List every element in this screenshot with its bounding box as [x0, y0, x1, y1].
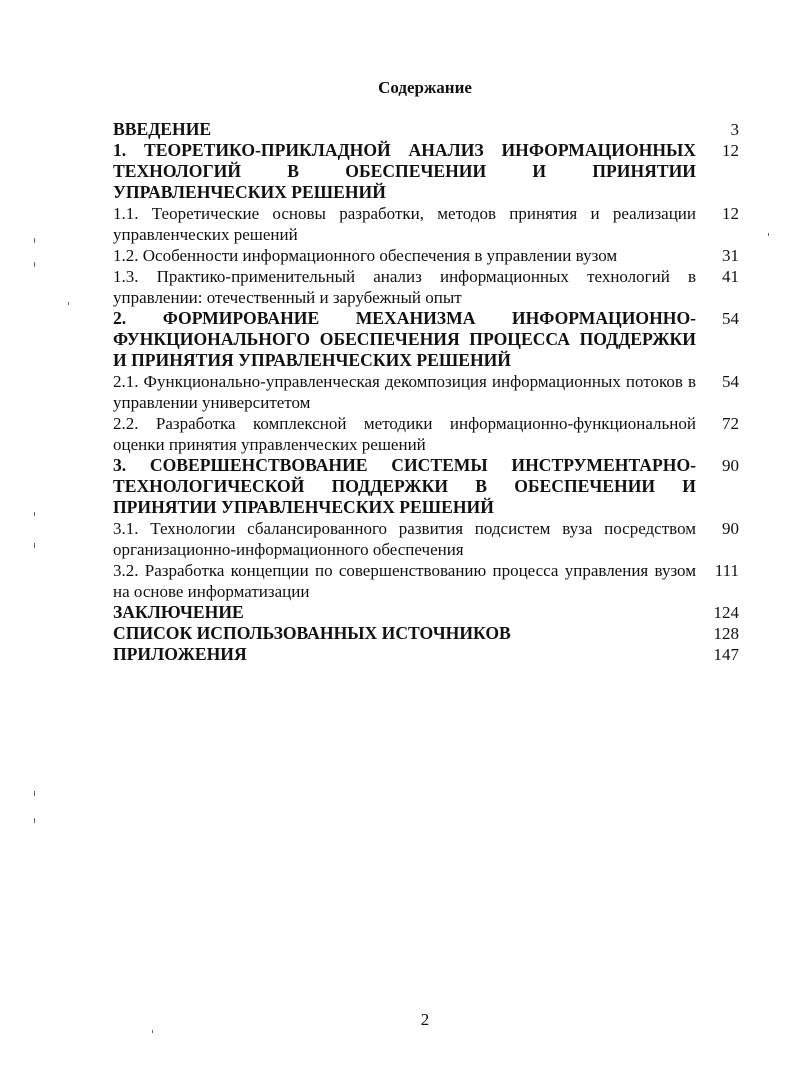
- toc-entry-section-1-2[interactable]: [113, 245, 739, 266]
- toc-entry-section-3-2[interactable]: [113, 560, 739, 602]
- toc-entry-references[interactable]: [113, 623, 739, 644]
- toc-entry-page: 54: [722, 309, 739, 328]
- toc-entry-text: 2.2. Разработка комплексной методики информационно-функциональной оценки принятия управленческих решений: [113, 414, 696, 454]
- toc-entry-introduction[interactable]: [113, 119, 739, 140]
- toc-entry-page: 147: [713, 645, 739, 664]
- toc-entry-page: 41: [722, 267, 739, 286]
- toc-entry-text: СПИСОК ИСПОЛЬЗОВАННЫХ ИСТОЧНИКОВ: [113, 623, 511, 643]
- toc-entry-page: 90: [722, 456, 739, 475]
- scan-speck: [34, 791, 35, 796]
- scan-speck: [68, 302, 69, 305]
- toc-entry-text: 2.1. Функционально-управленческая декомпозиция информационных потоков в управлении университетом: [113, 372, 696, 412]
- toc-entry-page: 12: [722, 141, 739, 160]
- scan-speck: [34, 512, 35, 516]
- page-title: Содержание: [378, 78, 472, 97]
- table-of-contents: [113, 119, 739, 665]
- toc-entry-text: 1.2. Особенности информационного обеспечения в управлении вузом: [113, 246, 618, 265]
- toc-entry-chapter-2[interactable]: [113, 308, 739, 371]
- toc-entry-page: 124: [713, 603, 739, 622]
- scan-speck: [768, 233, 769, 236]
- scan-speck: [34, 543, 35, 548]
- toc-entry-page: 72: [722, 414, 739, 433]
- toc-entry-section-1-1[interactable]: [113, 203, 739, 245]
- toc-entry-appendices[interactable]: [113, 644, 739, 665]
- scan-speck: [34, 238, 35, 243]
- toc-entry-text: 1. ТЕОРЕТИКО-ПРИКЛАДНОЙ АНАЛИЗ ИНФОРМАЦИОННЫХ ТЕХНОЛОГИЙ В ОБЕСПЕЧЕНИИ И ПРИНЯТИИ УПРАВЛЕНЧЕСКИХ РЕШЕНИЙ: [113, 140, 696, 202]
- toc-entry-text: 1.3. Практико-применительный анализ информационных технологий в управлении: отечественный и зарубежный опыт: [113, 267, 696, 307]
- toc-entry-text: 2. ФОРМИРОВАНИЕ МЕХАНИЗМА ИНФОРМАЦИОННО-ФУНКЦИОНАЛЬНОГО ОБЕСПЕЧЕНИЯ ПРОЦЕССА ПОДДЕРЖКИ И ПРИНЯТИЯ УПРАВЛЕНЧЕСКИХ РЕШЕНИЙ: [113, 308, 696, 370]
- toc-entry-page: 128: [713, 624, 739, 643]
- toc-entry-page: 111: [714, 561, 739, 580]
- toc-entry-page: 12: [722, 204, 739, 223]
- toc-entry-text: 3.2. Разработка концепции по совершенствованию процесса управления вузом на основе информатизации: [113, 561, 696, 601]
- toc-entry-text: ВВЕДЕНИЕ: [113, 119, 212, 139]
- toc-entry-page: 90: [722, 519, 739, 538]
- toc-entry-text: ЗАКЛЮЧЕНИЕ: [113, 602, 244, 622]
- toc-entry-text: 1.1. Теоретические основы разработки, методов принятия и реализации управленческих решений: [113, 204, 696, 244]
- toc-entry-section-3-1[interactable]: [113, 518, 739, 560]
- toc-entry-text: ПРИЛОЖЕНИЯ: [113, 644, 247, 664]
- toc-entry-page: 54: [722, 372, 739, 391]
- toc-entry-page: 3: [730, 120, 739, 139]
- scan-speck: [34, 818, 35, 823]
- toc-entry-text: 3.1. Технологии сбалансированного развития подсистем вуза посредством организационно-информационного обеспечения: [113, 519, 696, 559]
- scan-speck: [34, 262, 35, 267]
- toc-entry-chapter-1[interactable]: [113, 140, 739, 203]
- toc-entry-section-1-3[interactable]: [113, 266, 739, 308]
- toc-entry-section-2-1[interactable]: [113, 371, 739, 413]
- toc-entry-chapter-3[interactable]: [113, 455, 739, 518]
- toc-entry-conclusion[interactable]: [113, 602, 739, 623]
- toc-entry-section-2-2[interactable]: [113, 413, 739, 455]
- scan-speck: [152, 1030, 153, 1033]
- toc-entry-page: 31: [722, 246, 739, 265]
- page-number: 2: [420, 1010, 430, 1029]
- toc-entry-text: 3. СОВЕРШЕНСТВОВАНИЕ СИСТЕМЫ ИНСТРУМЕНТАРНО-ТЕХНОЛОГИЧЕСКОЙ ПОДДЕРЖКИ В ОБЕСПЕЧЕНИИ И ПРИНЯТИИ УПРАВЛЕНЧЕСКИХ РЕШЕНИЙ: [113, 455, 696, 517]
